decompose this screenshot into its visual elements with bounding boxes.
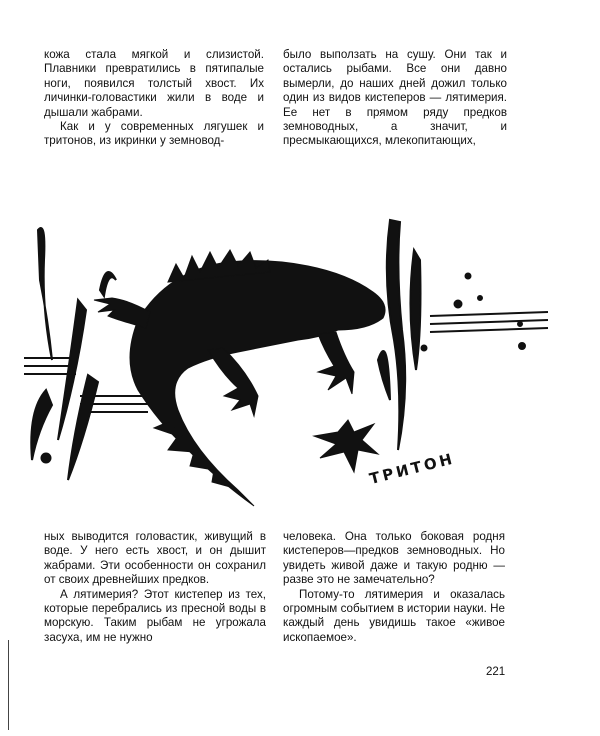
paragraph: было выползать на сушу. Они так и остались рыбами. Все они давно вымерли, до наших дней дожил только один из видов кистеперов — лятимерия. Ее нет в прямом ряду предков земноводных, а значит, и пресмыкающихся, млекопитающих,: [283, 48, 507, 148]
text-column-bottom-right: [283, 530, 505, 645]
bubble-icon: [41, 453, 51, 463]
newt-leg-icon: [318, 332, 354, 394]
bubble-icon: [519, 343, 526, 350]
text-column-bottom-left: [44, 530, 266, 645]
starfish-icon: [314, 420, 378, 472]
newt-illustration: [18, 200, 558, 520]
paragraph: Потому-то лятимерия и оказалась огромным событием в истории науки. Не каждый день увидишь такое «живое ископаемое».: [283, 587, 505, 644]
text-column-top-left: [44, 48, 264, 149]
page-number: 221: [486, 666, 506, 678]
paragraph: А лятимерия? Этот кистепер из тех, которые перебрались из пресной воды в морскую. Таким рыбам не угрожала засуха, им не нужно: [44, 587, 266, 644]
bubble-icon: [518, 322, 523, 327]
seaweed-left-icon: [68, 375, 98, 480]
margin-line: [8, 640, 9, 730]
bubble-icon: [454, 300, 462, 308]
newt-leg-icon: [208, 348, 258, 416]
newt-leg-icon: [94, 298, 150, 328]
paragraph: Как и у современных лягушек и тритонов, из икринки у земновод-: [44, 120, 264, 148]
bubble-icon: [465, 273, 471, 279]
illustration-caption: ТРИТОН: [367, 449, 457, 488]
newt-body-icon: [130, 261, 385, 506]
seaweed-left-icon: [100, 272, 116, 296]
seaweed-left-icon: [31, 390, 52, 460]
paragraph: человека. Она только боковая родня кистеперов—предков земноводных. Но увидеть живой даже и такую родню — разве это не замечательно?: [283, 530, 505, 587]
paragraph: ных выводится головастик, живущий в воде. У него есть хвост, и он дышит жабрами. Эти особенности он сохранил от своих древнейших предков.: [44, 530, 266, 587]
seaweed-left-icon: [38, 228, 52, 360]
seaweed-right-icon: [378, 351, 390, 400]
newt-tail-icon: [154, 422, 234, 488]
seaweed-right-icon: [387, 220, 405, 450]
bubble-icon: [421, 345, 427, 351]
text-column-top-right: [283, 48, 507, 149]
bubble-icon: [478, 296, 483, 301]
paragraph: кожа стала мягкой и слизистой. Плавники превратились в пятипалые ноги, появился толстый хвост. Их личинки-головастики жили в воде и дышали жабрами.: [44, 48, 264, 119]
seaweed-right-icon: [410, 250, 420, 370]
